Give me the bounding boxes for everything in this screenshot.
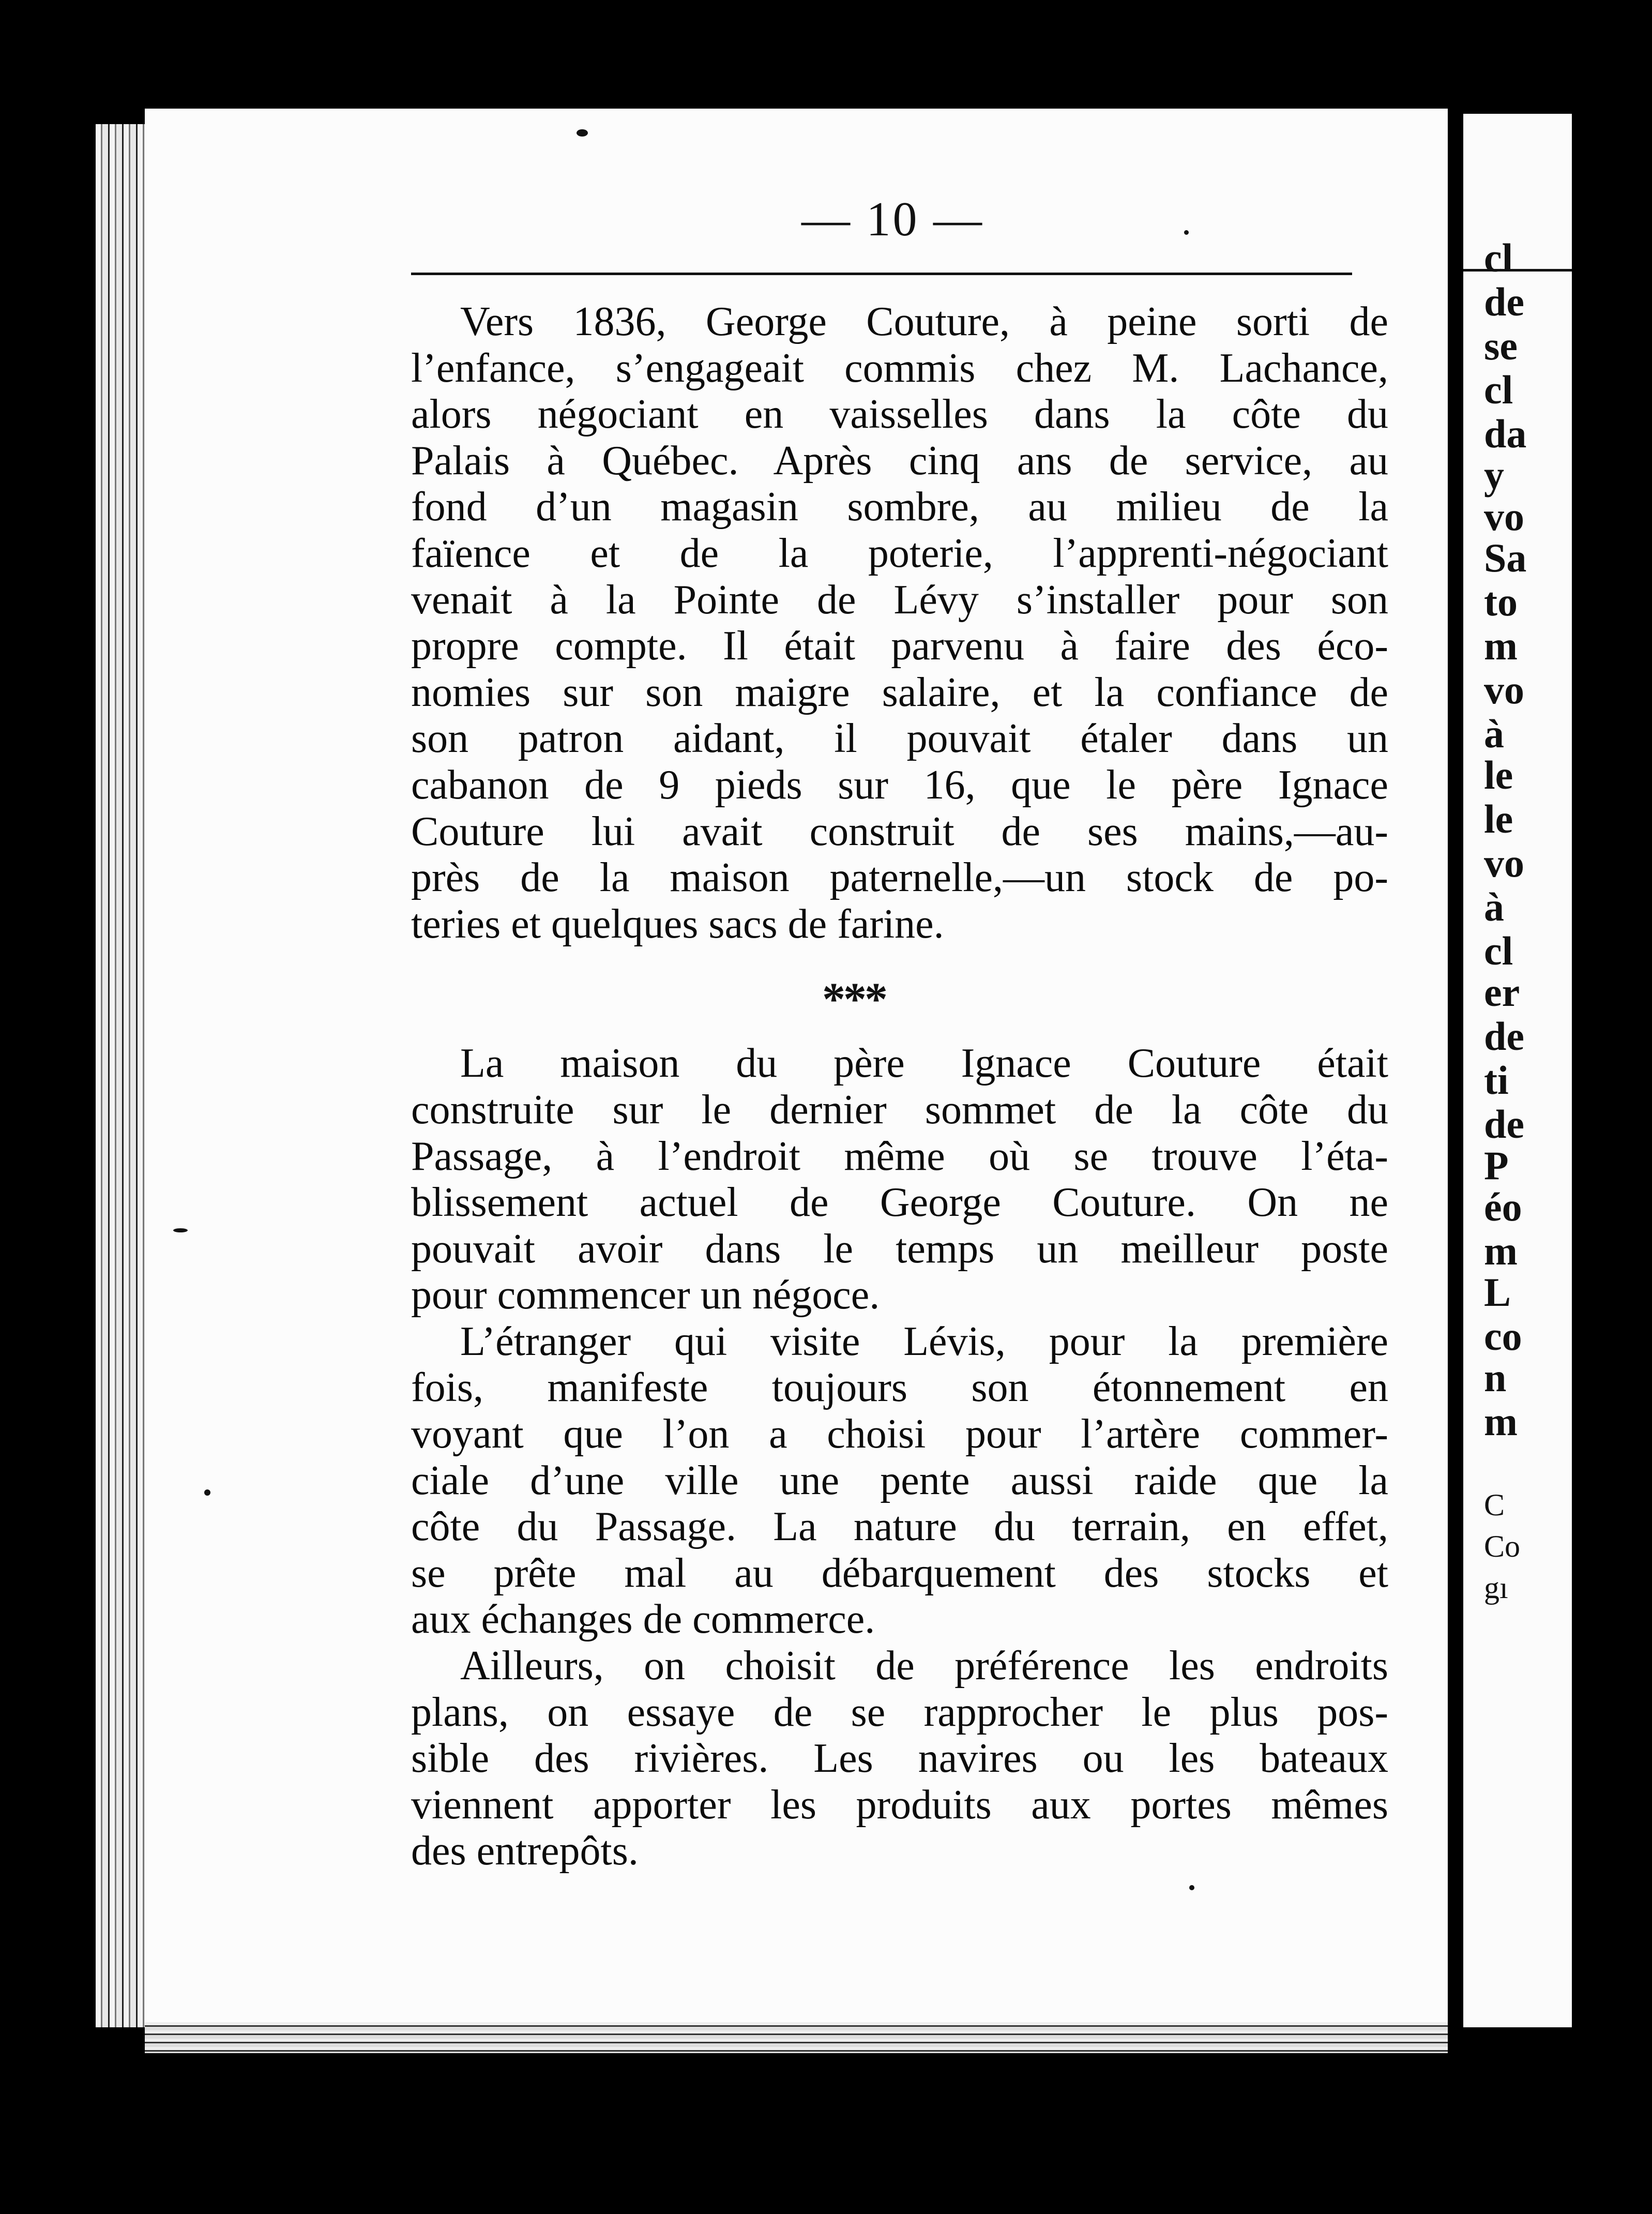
facing-page-text: cl xyxy=(1484,235,1513,280)
text-line: blissement actuel de George Couture. On ne xyxy=(411,1180,1388,1226)
text-line: Palais à Québec. Après cinq ans de service, au xyxy=(411,438,1388,484)
facing-page-fragment xyxy=(1463,114,1572,2027)
text-line: Couture lui avait construit de ses mains,—au- xyxy=(411,808,1388,854)
facing-page-text: Sa xyxy=(1484,535,1527,580)
facing-page-rule xyxy=(1463,269,1572,272)
text-line: Ailleurs, on choisit de préférence les endroits xyxy=(460,1643,1388,1689)
text-line: construite sur le dernier sommet de la côte du xyxy=(411,1087,1388,1133)
text-line: pour commencer un négoce. xyxy=(411,1272,880,1318)
facing-page-text: le xyxy=(1484,752,1513,797)
text-line: fond d’un magasin sombre, au milieu de la xyxy=(411,484,1388,530)
text-line: fois, manifeste toujours son étonnement en xyxy=(411,1365,1388,1411)
text-line: l’enfance, s’engageait commis chez M. Lachance, xyxy=(411,345,1388,391)
facing-page-text: cl xyxy=(1484,367,1513,412)
facing-page-text: à xyxy=(1484,884,1504,929)
facing-page-text: C xyxy=(1484,1488,1505,1522)
text-line: Vers 1836, George Couture, à peine sorti de xyxy=(460,299,1388,344)
facing-page-text: n xyxy=(1484,1355,1507,1400)
text-line: ciale d’une ville une pente aussi raide que la xyxy=(411,1457,1388,1503)
text-line: voyant que l’on a choisi pour l’artère commer- xyxy=(411,1411,1388,1457)
facing-page-text: m xyxy=(1484,623,1518,668)
facing-page-text: gı xyxy=(1484,1571,1508,1605)
facing-page-text: co xyxy=(1484,1314,1522,1359)
text-line: propre compte. Il était parvenu à faire des éco- xyxy=(411,623,1388,669)
text-line: teries et quelques sacs de farine. xyxy=(411,901,944,947)
ink-speck xyxy=(204,1489,210,1496)
paragraph-4 xyxy=(411,1643,1388,1875)
facing-page-text: de xyxy=(1484,1014,1524,1059)
facing-page-text: m xyxy=(1484,1399,1518,1444)
facing-page-text: le xyxy=(1484,796,1513,841)
page-number: — 10 — xyxy=(801,192,984,246)
facing-page-text: y xyxy=(1484,453,1504,498)
page-body xyxy=(411,299,1388,1875)
text-line: se prête mal au débarquement des stocks et xyxy=(411,1550,1388,1596)
section-separator: *** xyxy=(822,974,886,1025)
facing-page-text: se xyxy=(1484,323,1518,368)
text-line: viennent apporter les produits aux portes mêmes xyxy=(411,1782,1388,1828)
header-rule xyxy=(411,273,1352,275)
facing-page-text: à xyxy=(1484,711,1504,756)
ink-speck xyxy=(1184,230,1189,235)
facing-page-text: Co xyxy=(1484,1529,1521,1563)
facing-page-text: de xyxy=(1484,279,1524,324)
text-line: faïence et de la poterie, l’apprenti-négociant xyxy=(411,530,1388,576)
paragraph-1 xyxy=(411,299,1388,947)
facing-page-text: cl xyxy=(1484,928,1513,973)
facing-page-text: m xyxy=(1484,1228,1518,1273)
text-line: L’étranger qui visite Lévis, pour la première xyxy=(460,1318,1388,1364)
ink-speck xyxy=(1189,1885,1194,1890)
text-line: Passage, à l’endroit même où se trouve l’éta- xyxy=(411,1133,1388,1179)
facing-page-text: da xyxy=(1484,411,1527,456)
text-line: alors négociant en vaisselles dans la côte du xyxy=(411,391,1388,438)
text-line: nomies sur son maigre salaire, et la confiance de xyxy=(411,669,1388,715)
page-bottom-edges xyxy=(145,2022,1448,2053)
text-line: La maison du père Ignace Couture était xyxy=(460,1041,1388,1087)
text-line: sible des rivières. Les navires ou les bateaux xyxy=(411,1736,1388,1782)
facing-page-text: ti xyxy=(1484,1058,1509,1103)
text-line: venait à la Pointe de Lévy s’installer pour son xyxy=(411,577,1388,623)
ink-speck xyxy=(577,129,588,137)
facing-page-text: vo xyxy=(1484,667,1524,712)
text-line: son patron aidant, il pouvait étaler dans un xyxy=(411,716,1388,762)
text-line: cabanon de 9 pieds sur 16, que le père Ignace xyxy=(411,762,1388,808)
paragraph-3 xyxy=(411,1319,1388,1643)
text-line: côte du Passage. La nature du terrain, en effet, xyxy=(411,1504,1388,1550)
facing-page-text: de xyxy=(1484,1102,1524,1147)
facing-page-text: vo xyxy=(1484,840,1524,885)
facing-page-text: er xyxy=(1484,970,1520,1015)
facing-page-text: P xyxy=(1484,1143,1509,1188)
text-line: aux échanges de commerce. xyxy=(411,1597,875,1643)
text-line: des entrepôts. xyxy=(411,1828,639,1874)
facing-page-text: vo xyxy=(1484,494,1524,539)
text-line: près de la maison paternelle,—un stock de po- xyxy=(411,855,1388,901)
ink-speck xyxy=(173,1228,188,1232)
page-edges xyxy=(96,124,153,2027)
text-line: plans, on essaye de se rapprocher le plus pos- xyxy=(411,1689,1388,1735)
separator-space xyxy=(411,947,1388,1041)
paragraph-2 xyxy=(411,1041,1388,1319)
text-line: pouvait avoir dans le temps un meilleur poste xyxy=(411,1226,1388,1272)
facing-page-text: éo xyxy=(1484,1184,1522,1229)
facing-page-text: to xyxy=(1484,579,1518,624)
facing-page-text: L xyxy=(1484,1270,1511,1315)
